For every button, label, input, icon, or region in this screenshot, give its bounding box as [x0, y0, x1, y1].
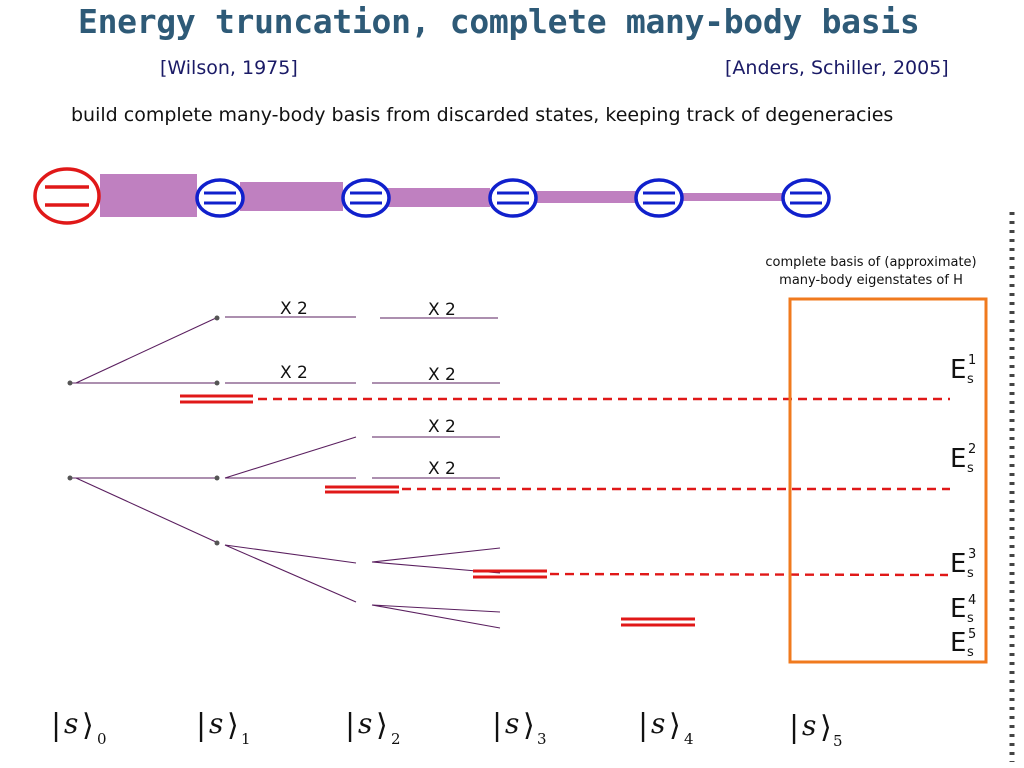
basis-box-label-line2: many-body eigenstates of H: [779, 273, 963, 288]
energy-label-sub: s: [967, 566, 974, 581]
ket-index: 5: [833, 732, 843, 750]
energy-label-sup: 5: [968, 627, 977, 642]
level-0-split-lower-1: [76, 478, 216, 542]
multiplicity-label: X 2: [428, 365, 456, 385]
energy-label-3: [950, 547, 976, 581]
ket-1: [196, 707, 251, 748]
chain-site-4: [636, 180, 682, 216]
chain-bond-3: [534, 191, 639, 203]
projection-line-3: [550, 574, 948, 575]
chain-site-0: [35, 169, 99, 223]
energy-label-sup: 4: [968, 593, 977, 608]
svg-text:⟩: ⟩: [820, 710, 832, 745]
tree-node: [68, 381, 73, 386]
chain-bond-2: [386, 188, 490, 207]
ket-5: [789, 709, 843, 750]
svg-text:|: |: [492, 708, 503, 743]
ket-symbol: s: [802, 709, 817, 742]
energy-label-sup: 1: [968, 353, 977, 368]
ket-4: [638, 707, 694, 748]
svg-text:⟩: ⟩: [376, 708, 388, 743]
tree-node: [215, 381, 220, 386]
energy-label-1: [950, 353, 976, 387]
svg-text:⟩: ⟩: [82, 708, 94, 743]
discarded-state-4: [621, 619, 695, 625]
discarded-state-2: [325, 487, 399, 492]
ket-index: 0: [97, 730, 107, 748]
svg-text:|: |: [638, 708, 649, 743]
chain-site-3: [490, 180, 536, 216]
ket-index: 1: [241, 730, 251, 748]
ket-symbol: s: [64, 707, 79, 740]
ket-symbol: s: [209, 707, 224, 740]
multiplicity-label: X 2: [428, 300, 456, 320]
subtitle: build complete many-body basis from discarded states, keeping track of degeneracies: [71, 104, 894, 126]
multiplicity-label: X 2: [280, 299, 308, 319]
energy-label-sup: 3: [968, 547, 977, 562]
svg-text:|: |: [789, 710, 800, 745]
svg-text:⟩: ⟩: [227, 708, 239, 743]
multiplicity-label: X 2: [428, 417, 456, 437]
chain-site-1: [197, 180, 243, 216]
chain-bond-4: [680, 193, 786, 201]
energy-label-main: E: [950, 355, 967, 385]
wilson-chain: [35, 169, 829, 223]
svg-text:|: |: [345, 708, 356, 743]
energy-label-main: E: [950, 444, 967, 474]
energy-label-main: E: [950, 594, 967, 624]
discarded-state-1: [180, 396, 253, 402]
basis-box-label-line1: complete basis of (approximate): [765, 255, 977, 270]
svg-text:|: |: [51, 708, 62, 743]
tree-node: [215, 316, 220, 321]
energy-label-sub: s: [967, 611, 974, 626]
ket-symbol: s: [505, 707, 520, 740]
chain-bond-1: [240, 182, 343, 211]
energy-label-sup: 2: [968, 442, 977, 457]
ket-symbol: s: [358, 707, 373, 740]
energy-label-main: E: [950, 628, 967, 658]
ket-0: [51, 707, 107, 748]
reference-anders-schiller: [Anders, Schiller, 2005]: [725, 57, 949, 79]
multiplicity-label: X 2: [428, 459, 456, 479]
ket-2: [345, 707, 401, 748]
ket-3: [492, 707, 547, 748]
tree-node: [215, 476, 220, 481]
discarded-state-3: [473, 571, 547, 577]
ket-index: 3: [537, 730, 547, 748]
chain-bond-0: [100, 174, 197, 217]
tree-node: [68, 476, 73, 481]
svg-text:⟩: ⟩: [523, 708, 535, 743]
ket-symbol: s: [651, 707, 666, 740]
multiplicity-label: X 2: [280, 363, 308, 383]
reference-wilson: [Wilson, 1975]: [160, 57, 298, 79]
energy-label-main: E: [950, 549, 967, 579]
svg-text:⟩: ⟩: [669, 708, 681, 743]
level-0-split-upper: [76, 318, 216, 383]
ket-index: 4: [684, 730, 694, 748]
chain-site-5: [783, 180, 829, 216]
level-2-e-upper: [372, 548, 500, 562]
ket-index: 2: [391, 730, 401, 748]
level-1-c-split: [225, 437, 356, 478]
tree-node: [215, 541, 220, 546]
svg-text:|: |: [196, 708, 207, 743]
energy-label-sub: s: [967, 461, 974, 476]
energy-label-4: [950, 593, 976, 626]
energy-label-sub: s: [967, 645, 974, 660]
page-title: Energy truncation, complete many-body basis: [78, 2, 920, 41]
energy-label-5: [950, 627, 976, 660]
energy-label-sub: s: [967, 372, 974, 387]
energy-label-2: [950, 442, 976, 476]
chain-site-2: [343, 180, 389, 216]
tree-nodes: [68, 316, 220, 546]
